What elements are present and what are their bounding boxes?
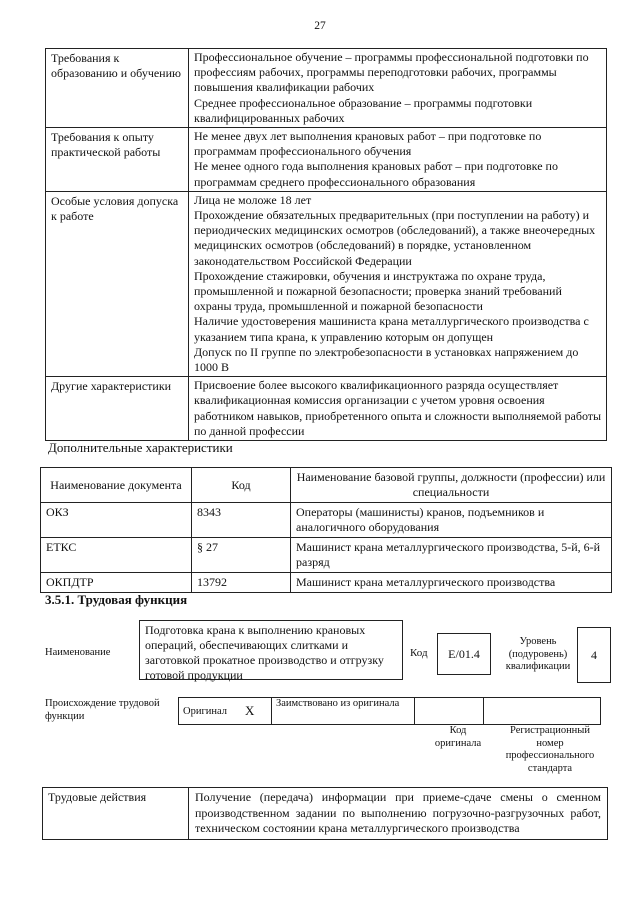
column-header: Наименование документа xyxy=(41,468,192,503)
code-label: Код xyxy=(410,647,428,659)
qualification-level-label: Уровень (подуровень) квалификации xyxy=(505,636,571,672)
original-mark: X xyxy=(241,698,272,725)
column-header: Код xyxy=(192,468,291,503)
row-label: Трудовые действия xyxy=(43,788,189,840)
table-cell: ЕТКС xyxy=(41,538,192,573)
table-row xyxy=(46,49,607,128)
requirement-line: Не менее одного года выполнения крановых работ – при подготовке по программам среднего профессионального образования xyxy=(194,159,558,189)
row-label: Особые условия допуска к работе xyxy=(46,191,189,376)
row-label: Требования к опыту практической работы xyxy=(46,128,189,192)
table-row xyxy=(46,128,607,192)
table-row xyxy=(41,503,612,538)
table-row xyxy=(46,377,607,441)
name-label: Наименование xyxy=(45,647,111,658)
page-number: 27 xyxy=(314,20,326,32)
table-cell: ОКЗ xyxy=(41,503,192,538)
requirement-line: Допуск по II группе по электробезопасности в установках напряжением до 1000 В xyxy=(194,344,579,375)
reg-number-label: Регистрационный номер профессионального стандарта xyxy=(505,725,595,774)
section-title: 3.5.1. Трудовая функция xyxy=(45,592,188,607)
table-row xyxy=(43,788,608,840)
requirements-table xyxy=(45,48,607,441)
requirement-line: Наличие удостоверения машиниста крана металлургического производства с указанием типа крана, к управлению которым он допущен xyxy=(194,314,589,344)
requirement-line: Присвоение более высокого квалификационного разряда осуществляет квалификационная комиссия организации с учетом уровня освоения работником навыков, приобретенного опыта и сложности выполняемой работы по данной профессии xyxy=(194,378,602,438)
table-cell: ОКПДТР xyxy=(41,573,192,593)
requirement-line: Профессиональное обучение – программы профессиональной подготовки по профессиям рабочих, программы переподготовки рабочих, программы повышения квалификации рабочих xyxy=(194,50,589,95)
column-header: Наименование базовой группы, должности (профессии) или специальности xyxy=(291,468,612,503)
table-header-row xyxy=(41,468,612,503)
additional-characteristics-table xyxy=(40,467,612,593)
function-name-value: Подготовка крана к выполнению крановых операций, обеспечивающих слитками и заготовкой прокатное производство и отгрузку готовой продукции xyxy=(139,620,403,680)
table-cell: 8343 xyxy=(192,503,291,538)
origin-label: Происхождение трудовой функции xyxy=(45,698,160,722)
row-label: Другие характеристики xyxy=(46,377,189,441)
table-row xyxy=(41,573,612,593)
code-original-label: Код оригинала xyxy=(434,725,482,749)
additional-characteristics-title: Дополнительные характеристики xyxy=(48,440,233,455)
reg-number-cell xyxy=(484,698,601,725)
requirement-line: Среднее профессиональное образование – программы подготовки квалифицированных рабочих xyxy=(194,95,533,125)
requirement-line: Прохождение стажировки, обучения и инструктажа по охране труда, промышленной и пожарной безопасности; проверка знаний требований охраны труда, промышленной и пожарной безопасности xyxy=(194,268,562,314)
table-cell: Машинист крана металлургического производства, 5-й, 6-й разряд xyxy=(291,538,612,573)
table-row xyxy=(179,698,601,725)
qualification-level-value: 4 xyxy=(577,627,611,683)
requirement-line: Прохождение обязательных предварительных (при поступлении на работу) и периодических медицинских осмотров (обследований), а также внеочередных медицинских осмотров (обследований) в порядке, установленном законодательством Российской Федерации xyxy=(194,208,596,268)
code-original-cell xyxy=(415,698,484,725)
origin-table xyxy=(178,697,601,725)
row-label: Требования к образованию и обучению xyxy=(46,49,189,128)
table-cell: Машинист крана металлургического производства xyxy=(291,573,612,593)
labor-action-text: Получение (передача) информации при приеме-сдаче смены о сменном производственном задании по выполнению погрузочно-разгрузочных работ, техническом состоянии крана металлургического производства xyxy=(189,788,608,840)
requirement-line: Не менее двух лет выполнения крановых работ – при подготовке по программам профессионального обучения xyxy=(194,129,542,159)
labor-actions-table xyxy=(42,787,608,840)
table-cell: § 27 xyxy=(192,538,291,573)
original-label: Оригинал xyxy=(179,698,242,725)
table-cell: Операторы (машинисты) кранов, подъемников и аналогичного оборудования xyxy=(291,503,612,538)
borrowed-label: Заимствовано из оригинала xyxy=(272,698,415,725)
requirement-line: Лица не моложе 18 лет xyxy=(194,192,312,207)
table-row xyxy=(41,538,612,573)
table-row xyxy=(46,191,607,376)
table-cell: 13792 xyxy=(192,573,291,593)
function-code-value: E/01.4 xyxy=(437,633,491,675)
